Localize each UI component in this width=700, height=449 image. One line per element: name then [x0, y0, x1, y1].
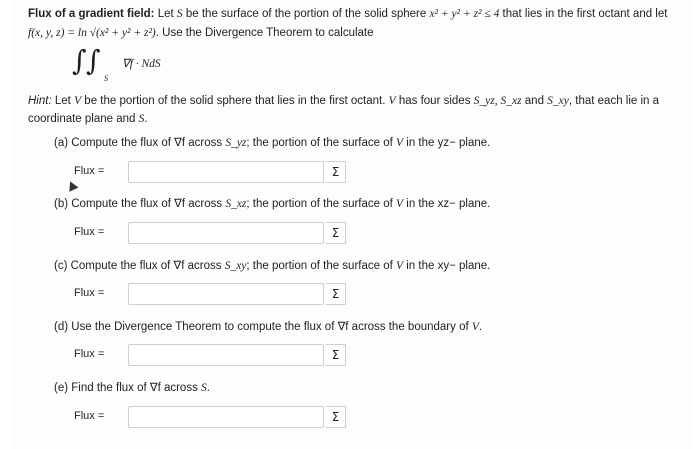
- part-b-prompt: (b) Compute the flux of ∇f across S_xz; the portion of the surface of V in the xz− plane.: [54, 198, 491, 210]
- part-a-sigma-button[interactable]: Σ: [326, 161, 346, 183]
- problem-statement: Flux of a gradient field: Let S be the surface of the portion of the solid sphere x² + y² + z² ≤ 4 that lies in the first octant and let f(x, y, z) = ln √(x² + y² + z²). Use the Divergence Theorem to calculate: [28, 8, 668, 39]
- flux-label: Flux =: [74, 165, 105, 177]
- part-e-sigma-button[interactable]: Σ: [326, 406, 346, 428]
- part-d-prompt: (d) Use the Divergence Theorem to compute the flux of ∇f across the boundary of V.: [54, 321, 483, 333]
- function-definition: f(x, y, z) = ln √(x² + y² + z²): [28, 27, 156, 39]
- part-a-flux-input[interactable]: [128, 161, 324, 183]
- part-e-flux-input[interactable]: [128, 406, 324, 428]
- part-e-prompt: (e) Find the flux of ∇f across S.: [54, 382, 210, 394]
- part-a-prompt: (a) Compute the flux of ∇f across S_yz; the portion of the surface of V in the yz− plane.: [54, 137, 491, 149]
- flux-label: Flux =: [74, 226, 105, 238]
- part-b-sigma-button[interactable]: Σ: [326, 222, 346, 244]
- part-d-sigma-button[interactable]: Σ: [326, 344, 346, 366]
- part-c-prompt: (c) Compute the flux of ∇f across S_xy; the portion of the surface of V in the xy− plane.: [54, 260, 491, 272]
- question-panel: [12, 0, 692, 449]
- part-c-flux-input[interactable]: [128, 283, 324, 305]
- part-d-flux-input[interactable]: [128, 344, 324, 366]
- flux-label: Flux =: [74, 348, 105, 360]
- mouse-cursor-icon: [66, 179, 79, 191]
- hint-text: Hint: Let V be the portion of the solid sphere that lies in the first octant. V has four sides S_yz, S_xz and S_xy, that each lie in a coordinate plane and S.: [28, 95, 660, 125]
- integral-subscript: S: [104, 74, 108, 83]
- part-b-flux-input[interactable]: [128, 222, 324, 244]
- integrand: ∇f · NdS: [122, 58, 161, 70]
- part-c-sigma-button[interactable]: Σ: [326, 283, 346, 305]
- problem-title: Flux of a gradient field:: [28, 8, 155, 20]
- flux-label: Flux =: [74, 287, 105, 299]
- flux-label: Flux =: [74, 410, 105, 422]
- integral-sign: ∫: [86, 44, 101, 77]
- integral-sign: ∫: [72, 44, 87, 77]
- sphere-inequality: x² + y² + z² ≤ 4: [429, 8, 500, 20]
